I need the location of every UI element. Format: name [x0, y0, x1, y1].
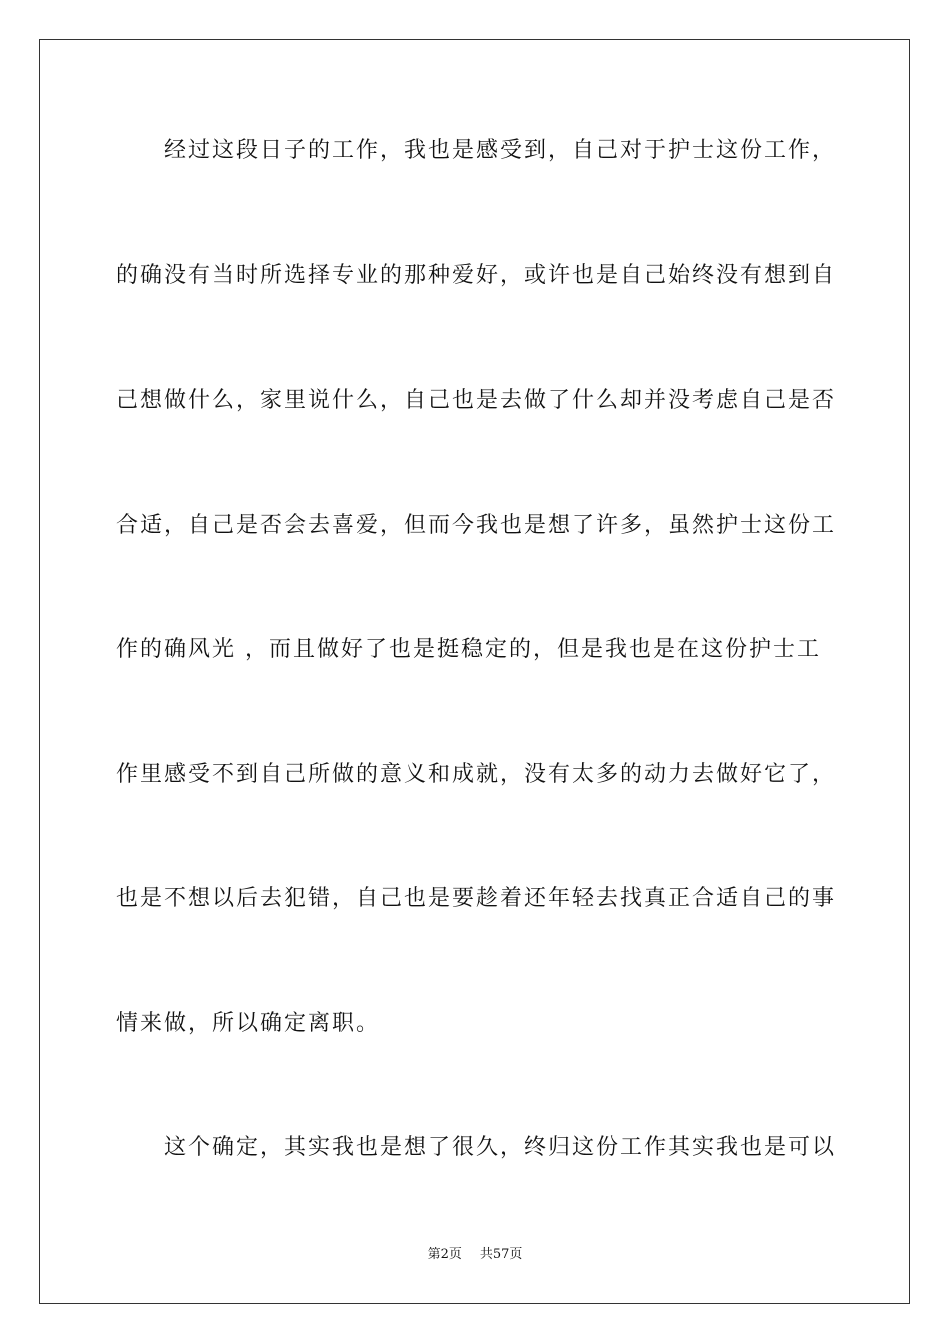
- paragraph-line: 这个确定，其实我也是想了很久，终归这份工作其实我也是可以: [164, 1135, 837, 1160]
- paragraph-line: 己想做什么，家里说什么，自己也是去做了什么却并没考虑自己是否: [116, 388, 837, 413]
- paragraph-line: 作的确风光 ，而且做好了也是挺稳定的，但是我也是在这份护士工: [116, 637, 821, 662]
- paragraph-line: 情来做，所以确定离职。: [116, 1011, 381, 1036]
- page-footer: [0, 1246, 950, 1264]
- page-number: 第2页: [427, 1247, 462, 1262]
- page-border: [39, 39, 910, 1304]
- paragraph-line: 作里感受不到自己所做的意义和成就，没有太多的动力去做好它了，: [116, 762, 837, 787]
- paragraph-line: 也是不想以后去犯错，自己也是要趁着还年轻去找真正合适自己的事: [116, 886, 837, 911]
- paragraph-line: 的确没有当时所选择专业的那种爱好，或许也是自己始终没有想到自: [116, 263, 837, 288]
- paragraph-line: 合适，自己是否会去喜爱，但而今我也是想了许多，虽然护士这份工: [116, 513, 837, 538]
- paragraph-line: 经过这段日子的工作，我也是感受到，自己对于护士这份工作，: [164, 138, 837, 163]
- page-total: 共57页: [479, 1247, 523, 1262]
